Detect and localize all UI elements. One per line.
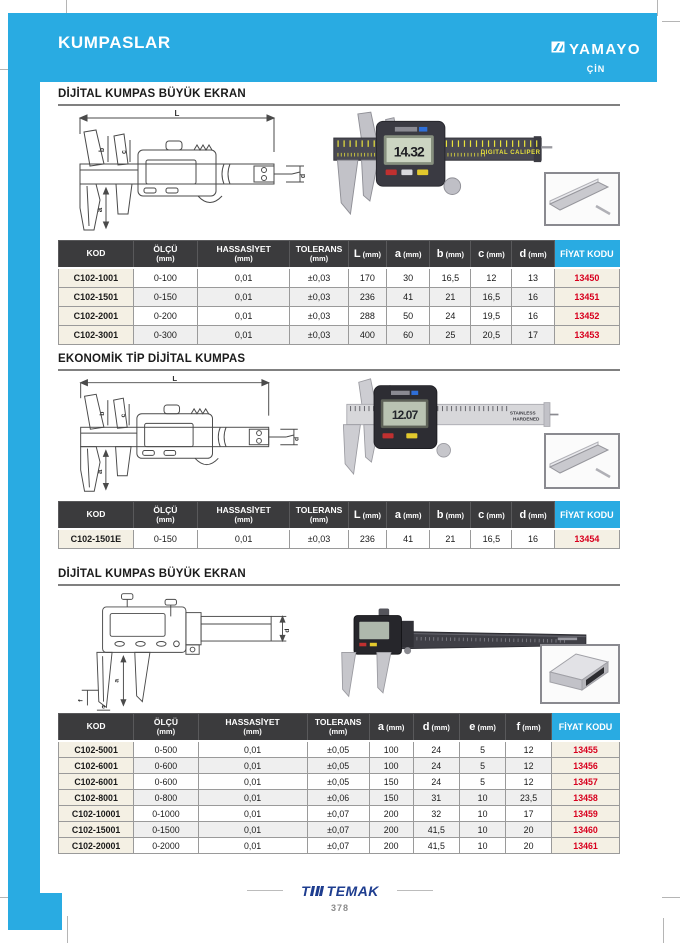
dim-label-L: L <box>172 373 178 383</box>
spec-value: 23,5 <box>506 790 552 806</box>
spec-value: 288 <box>348 307 386 326</box>
spec-value: 10 <box>460 838 506 854</box>
product-code: C102-8001 <box>59 790 134 806</box>
spec-value: 25 <box>430 326 471 345</box>
spec-value: 32 <box>413 806 460 822</box>
footer-logo <box>301 883 379 899</box>
spec-value: 0,01 <box>197 529 289 549</box>
spec-value: 10 <box>460 822 506 838</box>
product-code: C102-15001 <box>59 822 134 838</box>
price-code: 13459 <box>552 806 620 822</box>
spec-value: 5 <box>460 774 506 790</box>
column-header: d (mm) <box>512 241 554 269</box>
crop-mark <box>657 0 658 16</box>
table-row <box>59 288 620 307</box>
figure-row <box>58 586 620 711</box>
spec-value: 41,5 <box>413 822 460 838</box>
spec-value: 17 <box>512 326 554 345</box>
footer-divider-right <box>397 890 433 891</box>
spec-value: ±0,05 <box>307 741 369 758</box>
dim-label-c: c <box>121 150 128 154</box>
spec-value: 0,01 <box>197 326 289 345</box>
spec-value: 236 <box>348 529 386 549</box>
page-number: 378 <box>330 903 350 913</box>
spec-value: 0,01 <box>198 774 307 790</box>
product-code: C102-10001 <box>59 806 134 822</box>
column-header: TOLERANS (mm) <box>290 241 349 269</box>
column-header: HASSASİYET (mm) <box>198 714 307 742</box>
column-header: ÖLÇÜ (mm) <box>134 714 199 742</box>
section-dijital-kumpas-1 <box>58 88 620 345</box>
spec-value: ±0,06 <box>307 790 369 806</box>
spec-value: 0-800 <box>134 790 199 806</box>
dim-label-a: a <box>113 678 121 683</box>
dim-label-d: d <box>284 628 292 633</box>
spec-value: 10 <box>460 790 506 806</box>
spec-table <box>58 240 620 345</box>
spec-value: 12 <box>506 774 552 790</box>
product-code: C102-1501 <box>59 288 134 307</box>
spec-value: 16,5 <box>471 529 512 549</box>
detail-inset-photo <box>544 172 620 226</box>
column-header: KOD <box>59 502 134 530</box>
column-header: KOD <box>59 714 134 742</box>
dim-label-a: a <box>94 469 104 475</box>
technical-drawing-large-caliper <box>58 588 293 713</box>
spec-value: 0,01 <box>197 268 289 288</box>
spec-value: 41,5 <box>413 838 460 854</box>
spec-value: 150 <box>369 790 413 806</box>
lcd-display-value: 12.07 <box>391 407 418 422</box>
column-header: L (mm) <box>348 502 386 530</box>
footer-logo-bars-icon <box>311 883 325 899</box>
spec-value: 16 <box>512 288 554 307</box>
spec-value: 100 <box>369 758 413 774</box>
brand-name: YAMAYO <box>568 40 642 58</box>
column-header: KOD <box>59 241 134 269</box>
spec-value: ±0,03 <box>290 288 349 307</box>
spec-value: 0,01 <box>197 307 289 326</box>
spec-value: 24 <box>413 774 460 790</box>
spec-value: 0-200 <box>133 307 197 326</box>
lcd-display-value: 14.32 <box>393 143 424 160</box>
spec-value: 0-600 <box>134 774 199 790</box>
detail-inset-photo <box>544 433 620 489</box>
spec-value: 12 <box>506 741 552 758</box>
table-row <box>59 758 620 774</box>
spec-value: 0,01 <box>198 758 307 774</box>
spec-value: ±0,07 <box>307 838 369 854</box>
price-code: 13451 <box>554 288 619 307</box>
spec-value: 100 <box>369 741 413 758</box>
spec-value: 50 <box>387 307 430 326</box>
spec-value: 16 <box>512 307 554 326</box>
column-header: FİYAT KODU <box>552 714 620 742</box>
price-code: 13455 <box>552 741 620 758</box>
column-header: c (mm) <box>471 241 512 269</box>
column-header: b (mm) <box>430 241 471 269</box>
product-code: C102-3001 <box>59 326 134 345</box>
table-header-row <box>59 714 620 742</box>
spec-value: ±0,03 <box>290 529 349 549</box>
spec-value: 19,5 <box>471 307 512 326</box>
spec-value: 0-150 <box>133 288 197 307</box>
spec-value: 150 <box>369 774 413 790</box>
product-code: C102-5001 <box>59 741 134 758</box>
technical-drawing-caliper <box>58 373 303 499</box>
column-header: d (mm) <box>512 502 554 530</box>
dim-label-c: c <box>120 413 128 418</box>
beam-print-text: DIGITAL CALIPER <box>480 149 541 156</box>
column-header: d (mm) <box>413 714 460 742</box>
section-dijital-kumpas-2 <box>58 568 620 854</box>
product-code: C102-6001 <box>59 774 134 790</box>
spec-value: 236 <box>348 288 386 307</box>
spec-value: 16 <box>512 529 554 549</box>
spec-value: 12 <box>506 758 552 774</box>
spec-value: 0-600 <box>134 758 199 774</box>
technical-drawing-caliper <box>58 108 308 238</box>
brand-mark-icon <box>551 40 565 58</box>
spec-value: 16,5 <box>471 288 512 307</box>
spec-value: 400 <box>348 326 386 345</box>
spec-value: 0-500 <box>134 741 199 758</box>
spec-value: 30 <box>387 268 430 288</box>
spec-value: 41 <box>387 288 430 307</box>
footer-logo-text: TEMAK <box>326 882 379 899</box>
spec-value: 0-1500 <box>134 822 199 838</box>
spec-value: 0,01 <box>198 838 307 854</box>
product-code: C102-6001 <box>59 758 134 774</box>
product-code: C102-2001 <box>59 307 134 326</box>
spec-value: 10 <box>460 806 506 822</box>
spec-value: 170 <box>348 268 386 288</box>
column-header: ÖLÇÜ (mm) <box>133 241 197 269</box>
crop-mark <box>662 21 680 22</box>
left-accent-strip <box>8 82 40 930</box>
spec-value: 0,01 <box>198 806 307 822</box>
column-header: TOLERANS (mm) <box>307 714 369 742</box>
spec-value: 12 <box>471 268 512 288</box>
spec-value: ±0,05 <box>307 774 369 790</box>
dim-label-e: e <box>101 703 106 711</box>
price-code: 13450 <box>554 268 619 288</box>
crop-mark <box>663 918 664 943</box>
spec-value: 17 <box>506 806 552 822</box>
table-row <box>59 790 620 806</box>
spec-value: ±0,03 <box>290 268 349 288</box>
price-code: 13457 <box>552 774 620 790</box>
table-row <box>59 307 620 326</box>
spec-value: 0,01 <box>198 790 307 806</box>
spec-value: 0,01 <box>198 741 307 758</box>
spec-value: 24 <box>413 741 460 758</box>
dim-label-f: f <box>77 699 85 702</box>
dim-label-b: b <box>99 147 106 153</box>
page-title: KUMPASLAR <box>58 33 171 52</box>
price-code: 13461 <box>552 838 620 854</box>
product-code: C102-1501E <box>59 529 134 549</box>
spec-value: 13 <box>512 268 554 288</box>
column-header: e (mm) <box>460 714 506 742</box>
column-header: FİYAT KODU <box>554 502 619 530</box>
column-header: ÖLÇÜ (mm) <box>133 502 197 530</box>
spec-value: 20 <box>506 838 552 854</box>
spec-table <box>58 713 620 854</box>
spec-value: 0,01 <box>197 288 289 307</box>
product-code: C102-1001 <box>59 268 134 288</box>
column-header: TOLERANS (mm) <box>290 502 349 530</box>
column-header: f (mm) <box>506 714 552 742</box>
product-photo-digital-caliper <box>306 110 556 217</box>
origin-label: ÇİN <box>586 64 606 74</box>
dim-label-b: b <box>98 411 106 416</box>
spec-value: 0-100 <box>133 268 197 288</box>
table-row <box>59 822 620 838</box>
table-header-row <box>59 502 620 530</box>
table-row <box>59 774 620 790</box>
spec-value: 0-2000 <box>134 838 199 854</box>
spec-value: 200 <box>369 822 413 838</box>
spec-value: ±0,07 <box>307 822 369 838</box>
spec-value: 21 <box>430 529 471 549</box>
spec-value: 20 <box>506 822 552 838</box>
spec-value: ±0,05 <box>307 758 369 774</box>
section-title: DİJİTAL KUMPAS BÜYÜK EKRAN <box>58 88 246 100</box>
price-code: 13454 <box>554 529 619 549</box>
crop-mark <box>67 916 68 943</box>
spec-value: 60 <box>387 326 430 345</box>
column-header: a (mm) <box>369 714 413 742</box>
spec-value: ±0,07 <box>307 806 369 822</box>
section-ekonomik-tip <box>58 353 620 549</box>
column-header: a (mm) <box>387 502 430 530</box>
beam-print-text: HARDENED <box>512 416 540 422</box>
spec-value: 41 <box>387 529 430 549</box>
column-header: HASSASİYET (mm) <box>197 502 289 530</box>
price-code: 13453 <box>554 326 619 345</box>
spec-value: 24 <box>413 758 460 774</box>
spec-value: 0-300 <box>133 326 197 345</box>
table-row <box>59 268 620 288</box>
spec-value: 5 <box>460 758 506 774</box>
spec-value: 0,01 <box>198 822 307 838</box>
spec-value: ±0,03 <box>290 326 349 345</box>
spec-value: 24 <box>430 307 471 326</box>
spec-value: 16,5 <box>430 268 471 288</box>
figure-row <box>58 371 620 499</box>
table-row <box>59 741 620 758</box>
spec-value: 200 <box>369 806 413 822</box>
price-code: 13452 <box>554 307 619 326</box>
section-title: DİJİTAL KUMPAS BÜYÜK EKRAN <box>58 568 246 580</box>
table-row <box>59 326 620 345</box>
product-code: C102-20001 <box>59 838 134 854</box>
spec-value: 20,5 <box>471 326 512 345</box>
price-code: 13460 <box>552 822 620 838</box>
dim-label-d: d <box>293 436 301 441</box>
spec-value: 31 <box>413 790 460 806</box>
section-title: EKONOMİK TİP DİJİTAL KUMPAS <box>58 353 246 365</box>
spec-value: 200 <box>369 838 413 854</box>
table-header-row <box>59 241 620 269</box>
footer-divider-left <box>247 890 283 891</box>
column-header: FİYAT KODU <box>554 241 619 269</box>
price-code: 13458 <box>552 790 620 806</box>
column-header: a (mm) <box>387 241 430 269</box>
column-header: L (mm) <box>348 241 386 269</box>
column-header: c (mm) <box>471 502 512 530</box>
column-header: HASSASİYET (mm) <box>197 241 289 269</box>
dim-label-d: d <box>300 173 307 179</box>
spec-value: 5 <box>460 741 506 758</box>
dim-label-a: a <box>95 207 104 213</box>
table-row <box>59 529 620 549</box>
column-header: b (mm) <box>430 502 471 530</box>
spec-value: 21 <box>430 288 471 307</box>
figure-row <box>58 106 620 238</box>
spec-table <box>58 501 620 549</box>
table-row <box>59 806 620 822</box>
spec-value: ±0,03 <box>290 307 349 326</box>
dim-label-L: L <box>174 109 180 118</box>
footer-logo-prefix: T <box>301 882 311 899</box>
product-photo-economic-caliper <box>306 377 561 475</box>
beam-print-text: STAINLESS <box>509 410 536 416</box>
price-code: 13456 <box>552 758 620 774</box>
page-footer <box>0 882 680 913</box>
spec-value: 0-1000 <box>134 806 199 822</box>
spec-value: 0-150 <box>133 529 197 549</box>
detail-inset-photo <box>540 644 620 704</box>
table-row <box>59 838 620 854</box>
brand-block <box>540 40 652 74</box>
